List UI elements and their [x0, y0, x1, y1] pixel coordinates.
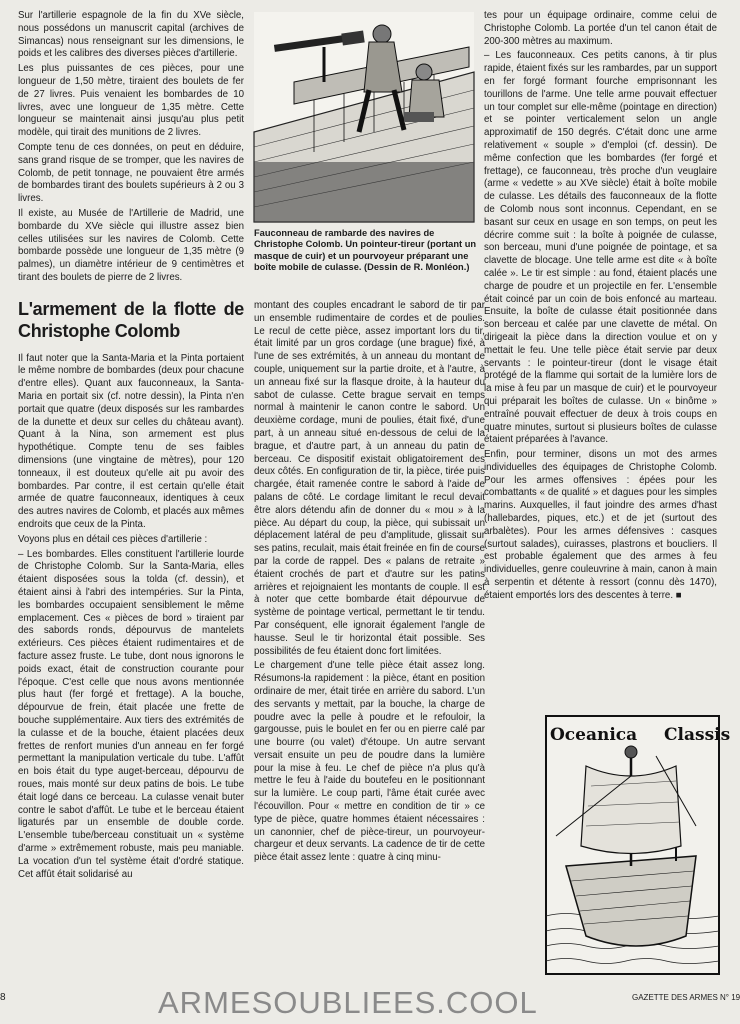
paragraph: Il existe, au Musée de l'Artillerie de Madrid, une bombarde du XVe siècle qui illustre assez bien celles utilisées sur les navires de Colomb. Cette bombarde possède une longueur de 1,35 mètre (9 palmes), un diamètre intérieur de 9 centimètres et tirant des boulets de pierre de 2 livres. [18, 207, 244, 283]
paragraph: Il faut noter que la Santa-Maria et la Pinta portaient le même nombre de bombardes (deux pour chacune d'entre elles). Quant aux fauconneaux, la Santa-Maria en portait six (cf. notre dessin), la Pinta n'en portait que quatre (deux disposés sur les rambardes de la dunette et deux sur celles du château avant). Quant à la Nina, son armement est plus hypothétique. Compte tenu de ses faibles dimensions (une vingtaine de mètres), pour 120 tonneaux, il est douteux qu'elle ait pu avoir des bombardes. Par contre, il est certain qu'elle était armée de quatre fauconneaux, identiques à ceux des autres navires de Colomb, et placés aux mêmes endroits que ceux de la Pinta. [18, 352, 244, 530]
paragraph: tes pour un équipage ordinaire, comme celui de Christophe Colomb. La portée d'un tel canon était de 200-300 mètres au maximum. [484, 10, 717, 47]
article-column-middle [254, 300, 485, 867]
paragraph: Compte tenu de ces données, on peut en déduire, sans grand risque de se tromper, que les navires de Colomb, de petit tonnage, ne pouvaient être armés de bombardes tirant des boulets supérieurs à 2 ou 3 livres. [18, 141, 244, 205]
paragraph: – Les fauconneaux. Ces petits canons, à tir plus rapide, étaient fixés sur les rambardes, par un support en fer forgé formant fourche emprisonnant les tourillons de l'arme. Une telle arme pouvait effectuer un tour complet sur elle-même (pointage en direction) et se pointer verticalement selon un angle approximatif de 150 degrés. C'était donc une arme relativement « souple » d'emploi (cf. dessin). De même confection que les bombardes (fer forgé et frettage), ce fauconneau, très proche d'un veuglaire (arme « vedette » au XVe siècle) était à boîte mobile de culasse. Les détails des fauconneaux de la flotte de Colomb nous sont inconnus. Cependant, en se basant sur ceux en usage en son temps, on peut les décrire comme suit : la boîte à poignée de culasse, son berceau, muni d'une poignée de pointage, et sa clavette de blocage. Une telle arme est dite « à boîte calée ». Le tir est simple : au fond, étaient placés une charge de poudre et un projectile en fer. L'ensemble était coincé par un coin de bois enfoncé au marteau. Ensuite, la boîte de culasse était positionnée dans son berceau et calée par une clavette de métal. On dirigeait la pièce dans la direction voulue et on y mettait le feu. Une telle pièce était servie par deux servants : le pointeur-tireur (dont le visage était protégé de la flamme qui sortait de la lumière lors de la mise à feu par un masque de cuir) et le pourvoyeur qui préparait les boîtes de culasse. Un « binôme » entraîné pouvait effectuer de deux à trois coups en quatre minutes, surtout si plusieurs boîtes de culasse étaient préparées à l'avance. [484, 50, 717, 446]
article-column-left [18, 10, 244, 883]
falconet-illustration [254, 12, 474, 222]
paragraph: Enfin, pour terminer, disons un mot des armes individuelles des équipages de Christophe Colomb. Pour les armes offensives : épées pour les combattants « de qualité » et dagues pour les simples marins. Auxquelles, il faut joindre des armes d'hast (hallebardes, piques, etc.) et de jet (surtout des arbalètes). Pour les armes défensives : casques (surtout salades), cuirasses, plastrons et boucliers. Il est probable également que des armes à feu individuelles, genre couleuvrine à main, canon à main à serpentin et détente à ressort (connu dès 1470), étaient emportés lors des descentes à terre. ■ [484, 449, 717, 601]
woodcut-title-right: Classis [664, 725, 731, 745]
section-heading: L'armement de la flotte de Christophe Colomb [18, 298, 244, 341]
woodcut-title-left: Oceanica [550, 725, 638, 745]
paragraph: montant des couples encadrant le sabord de tir par un ensemble rudimentaire de cordes et de poulies. Le recul de cette pièce, assez important lors du tir, était limité par un gros cordage (une brague) fixé, à l'une de ses extrémités, à un anneau du montant de couple, uniquement sur la partie droite, et à l'autre, à un anneau fixé sur la flasque droite, à la hauteur du sabot de culasse. Cette brague servait en temps normal à maintenir le canon contre le sabord. Un deuxième cordage, muni de poulies, était fixé, d'une part, à un anneau situé en-dessous de celui de la brague, et d'autre part, à un anneau du patin de berceau. Ce dispositif existait obligatoirement des deux côtés. En configuration de tir, la pièce, tirée puis chargée, était ramenée contre le sabord à l'aide de palans de côté. Le cordage limitant le recul devait être alors détendu afin de donner du « mou » à la pièce. Au départ du coup, la pièce, qui subissait un déplacement latéral de peu d'amplitude, glissait sur ses patins, reculait, mais était freinée en fin de course par la corde de rappel. Des « palans de retraite » étaient crochés de part et d'autre sur les patins arrières et rejoignaient les montants de couple. Il est à noter que cette bombarde était dépourvue de système de pointage vertical, permettant le tir tendu. Par conséquent, elle ignorait également l'angle de hausse. Seul le tir horizontal était possible. Ses possibilités de feu étaient donc fort limitées. [254, 300, 486, 657]
site-watermark: ARMESOUBLIEES.COOL [158, 985, 538, 1020]
article-column-right [484, 10, 717, 605]
page-number: 8 [0, 992, 6, 1003]
figure-caption: Fauconneau de rambarde des navires de Christophe Colomb. Un pointeur-tireur (portant un masque de cuir) et un pourvoyeur préparant une boîte mobile de culasse. (Dessin de R. Monléon.) [254, 228, 477, 272]
magazine-footer: GAZETTE DES ARMES N° 19 [632, 993, 740, 1002]
paragraph: Voyons plus en détail ces pièces d'artillerie : [18, 533, 208, 545]
oceanica-classis-woodcut [546, 716, 731, 974]
paragraph: – Les bombardes. Elles constituent l'artillerie lourde de Christophe Colomb. Sur la Santa-Maria, elles étaient disposées sous la tolda (cf. dessin), et étaient ainsi à l'abri des intempéries. Sur la Pinta, les bombardes occupaient sensiblement le même emplacement. Ces « pièces de bord » tiraient par des sabords ronds, dépourvus de mantelets extérieurs. Ces pièces étaient rudimentaires et de facture assez fruste. Le tube, dont nous ignorons le poids exact, était de construction courante pour l'époque. C'est celle que nous avons mentionnée plus haut (fer forgé et frettage). A la bouche, dépourvue de frein, était placée une frette de bouche supplémentaire. Aux tiers des extrémités de la culasse et de la bouche, étaient placées deux frettes de renfort munies d'un anneau en fer forgé permettant la manipulation verticale du tube. L'affût en bois était du type auget-berceau, dépourvu de roues, mais monté sur deux patins de bois. Le tube était logé dans ce berceau. La culasse venait buter contre le sabot d'affût. Le tube et le berceau étaient ligaturés par un ensemble de double corde. L'ensemble tube/berceau constituait un « système d'arme » extrêmement robuste, mais peu maniable. La vocation d'un tel système était d'ordré statique. Cet affût était solidarisé au [18, 548, 244, 880]
paragraph: Le chargement d'une telle pièce était assez long. Résumons-la rapidement : la pièce, étant en position ordinaire de mer, était tirée en arrière du sabord. L'un des servants y mettait, par la bouche, la charge de poudre avec la pelle à poudre et le refouloir, la gargousse, puis le boulet en fer ou en pierre calé par une bourre (ou valet) d'étoupe. Un autre servant versait ensuite un peu de poudre dans la lumière pour la mise à feu. Le chef de pièce n'a plus qu'à mettre le feu à l'aide du boutefeu en le positionnant sur la lumière. Le coup parti, l'âme était curée avec l'écouvillon. Pour « mettre en condition de tir » ce type de pièce, quatre hommes étaient nécessaires : un canonnier, chef de pièce-tireur, un pourvoyeur-chargeur et deux servants. La cadence de tir de cette pièce était assez lente : quatre à cinq minu- [254, 660, 485, 864]
paragraph: Les plus puissantes de ces pièces, pour une longueur de 1,50 mètre, tiraient des boulets de fer de 27 livres. Puis venaient les bombardes de 10 livres, avec une longueur de 1,35 mètre. Cette longueur se maintenait ainsi jusqu'au plus petit modèle, qui tirait des munitions de 2 livres. [18, 63, 244, 139]
paragraph: Sur l'artillerie espagnole de la fin du XVe siècle, nous possédons un manuscrit capital (archives de Simancas) nous renseignant sur les dimensions, le poids et les calibres des diverses pièces d'artillerie. [18, 10, 244, 60]
